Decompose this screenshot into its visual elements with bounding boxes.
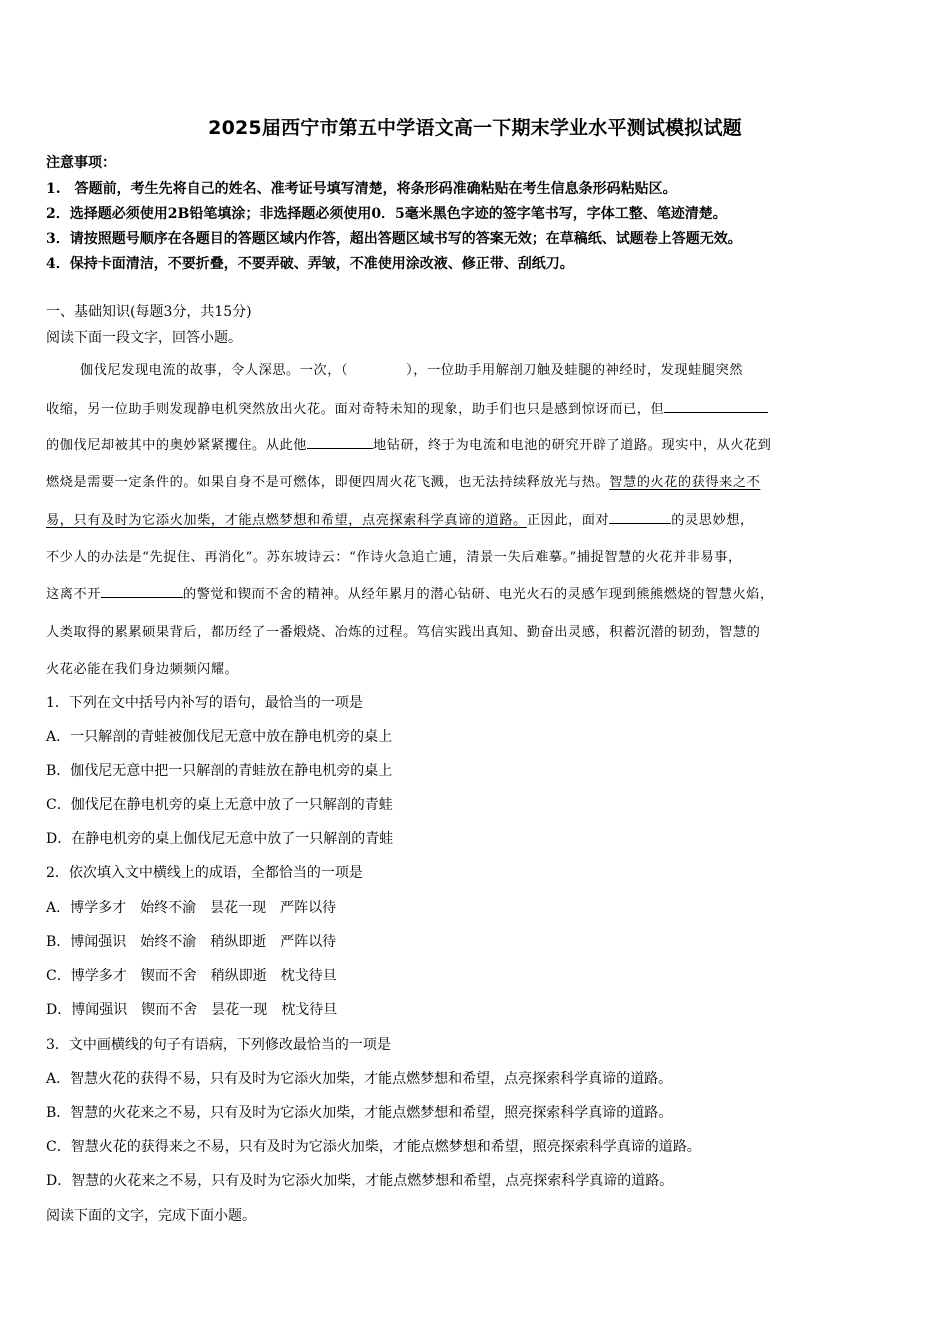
question-2-option-c: C．博学多才 锲而不舍 稍纵即逝 枕戈待旦 [46,968,337,984]
passage-text: 地钻研，终于为电流和电池的研究开辟了道路。现实中，从火花到 [373,438,772,453]
question-1-stem: 1．下列在文中括号内补写的语句，最恰当的一项是 [46,695,363,711]
passage-text: 人类取得的累累硕果背后，都历经了一番煅烧、冶炼的过程。笃信实践出真知、勤奋出灵感，积蓄沉潜的韧劲，智慧的 [46,625,761,640]
question-2-option-a: A．博学多才 始终不渝 昙花一现 严阵以待 [46,900,337,916]
page-title: 2025届西宁市第五中学语文高一下期末学业水平测试模拟试题 [208,117,742,139]
notice-heading: 注意事项： [46,155,116,171]
fill-blank-3 [609,511,671,524]
passage-text: 的警觉和锲而不舍的精神。从经年累月的潜心钻研、电光火石的灵感乍现到熊熊燃烧的智慧火焰， [182,587,774,602]
underlined-sentence: 易，只有及时为它添火加柴，才能点燃梦想和希望，点亮探索科学真谛的道路。 [46,513,527,528]
passage-line-5 [46,509,908,528]
next-reading-intro: 阅读下面的文字，完成下面小题。 [46,1208,256,1224]
question-3-option-c: C．智慧火花的获得来之不易，只有及时为它添火加柴，才能点燃梦想和希望，照亮探索科学真谛的道路。 [46,1139,701,1155]
passage-text: 不少人的办法是“先捉住、再消化”。苏东坡诗云：“作诗火急追亡逋，清景一失后难摹。”捕捉智慧的火花并非易事， [46,550,742,565]
passage-text: 的伽伐尼却被其中的奥妙紧紧攫住。从此他 [46,438,308,453]
reading-intro: 阅读下面一段文字，回答小题。 [46,330,242,346]
passage-text: 伽伐尼发现电流的故事，令人深思。一次，（ [80,363,349,378]
question-2-stem: 2．依次填入文中横线上的成语，全都恰当的一项是 [46,865,363,881]
underlined-sentence: 智慧的火花的获得来之不 [609,475,761,490]
question-1-option-a: A．一只解剖的青蛙被伽伐尼无意中放在静电机旁的桌上 [46,729,393,745]
passage-text: 燃烧是需要一定条件的。如果自身不是可燃体，即便四周火花飞溅，也无法持续释放光与热。 [46,475,610,490]
question-3-option-b: B．智慧的火花来之不易，只有及时为它添火加柴，才能点燃梦想和希望，照亮探索科学真谛的道路。 [46,1105,673,1121]
passage-line-6 [46,546,908,565]
question-3-option-d: D．智慧的火花来之不易，只有及时为它添火加柴，才能点燃梦想和希望，点亮探索科学真谛的道路。 [46,1173,674,1189]
notice-item-3: 3．请按照题号顺序在各题目的答题区域内作答，超出答题区域书写的答案无效；在草稿纸、试题卷上答题无效。 [46,231,742,247]
passage-text: 的灵思妙想， [671,513,754,528]
question-1-option-c: C．伽伐尼在静电机旁的桌上无意中放了一只解剖的青蛙 [46,797,393,813]
fill-blank-1 [664,400,768,413]
fill-blank-2 [307,436,373,449]
question-3-stem: 3．文中画横线的句子有语病，下列修改最恰当的一项是 [46,1037,391,1053]
passage-line-1 [46,359,908,378]
passage-text: 火花必能在我们身边频频闪耀。 [46,662,239,677]
passage-text: ），一位助手用解剖刀触及蛙腿的神经时，发现蛙腿突然 [406,363,743,378]
passage-text: 正因此，面对 [526,513,610,528]
passage-line-8 [46,621,908,640]
notice-item-4: 4．保持卡面清洁，不要折叠，不要弄破、弄皱，不准使用涂改液、修正带、刮纸刀。 [46,256,574,272]
passage-text: 收缩，另一位助手则发现静电机突然放出火花。面对奇特未知的现象，助手们也只是感到惊讶而已，但 [46,402,665,417]
question-3-option-a: A．智慧火花的获得不易，只有及时为它添火加柴，才能点燃梦想和希望，点亮探索科学真谛的道路。 [46,1071,673,1087]
passage-line-2 [46,398,908,417]
section-heading: 一、基础知识(每题3分，共15分) [46,304,252,320]
passage-line-9 [46,658,908,677]
question-1-option-d: D．在静电机旁的桌上伽伐尼无意中放了一只解剖的青蛙 [46,831,394,847]
passage-line-7 [46,583,908,602]
passage-line-4 [46,471,908,490]
fill-blank-4 [101,585,183,598]
question-2-option-b: B．博闻强识 始终不渝 稍纵即逝 严阵以待 [46,934,337,950]
notice-item-2: 2．选择题必须使用2B铅笔填涂；非选择题必须使用0．5毫米黑色字迹的签字笔书写，字体工整、笔迹清楚。 [46,206,727,222]
passage-line-3 [46,434,908,453]
passage-text: 这离不开 [46,587,101,602]
question-1-option-b: B．伽伐尼无意中把一只解剖的青蛙放在静电机旁的桌上 [46,763,393,779]
question-2-option-d: D．博闻强识 锲而不舍 昙花一现 枕戈待旦 [46,1002,338,1018]
notice-item-1: 1. 答题前，考生先将自己的姓名、准考证号填写清楚，将条形码准确粘贴在考生信息条形码粘贴区。 [46,181,677,197]
